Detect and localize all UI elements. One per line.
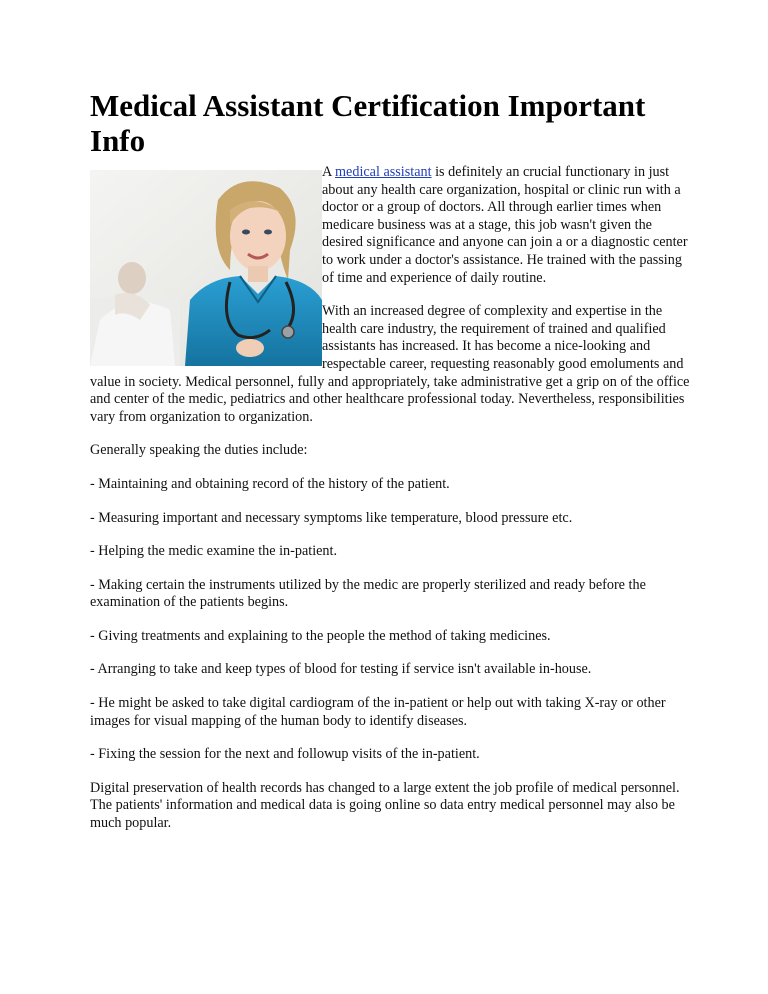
list-item-duty: - Measuring important and necessary symptoms like temperature, blood pressure etc.: [90, 509, 573, 526]
intro-paragraph-2: With an increased degree of complexity and expertise in the health care industry, the requirement of trained and qualified assistants has increased. It has become a nice-looking and respectable career, requesting reasonably good emoluments and value in society. Medical personnel, fully and appropriately, take administrative get a grip on of the office and center of the medic, pediatrics and other healthcare professional today. Nevertheless, responsibilities vary from organization to organization.: [90, 303, 690, 425]
list-item-duty: - He might be asked to take digital cardiogram of the in-patient or help out with taking X-ray or other images for visual mapping of the human body to identify diseases.: [90, 695, 666, 729]
nurse-illustration: [90, 170, 322, 366]
paragraph-duties-intro: Generally speaking the duties include:: [90, 442, 308, 459]
intro-text-rest: is definitely an crucial functionary in just about any health care organization, hospital or clinic run with a doctor or a group of doctors. All through earlier times when medicare business was at a stage, this job wasn't given the desired significance and anyone can join a or a diagnostic center to work under a doctor's assistance. He trained with the passing of time and experience of daily routine.: [322, 164, 688, 286]
medical-assistant-link[interactable]: medical assistant: [335, 164, 432, 180]
nurse-photo: [90, 170, 322, 366]
intro-section: [90, 164, 690, 426]
list-item-duty: - Helping the medic examine the in-patient.: [90, 543, 338, 560]
paragraph-conclusion: Digital preservation of health records has changed to a large extent the job profile of medical personnel. The patients' information and medical data is going online so data entry medical personnel may also be much popular.: [90, 779, 680, 832]
list-item-duty: - Arranging to take and keep types of blood for testing if service isn't available in-house.: [90, 661, 592, 678]
list-item-duty: - Making certain the instruments utilized by the medic are properly sterilized and ready before the examination of the patients begins.: [90, 576, 646, 611]
page-title: Medical Assistant Certification Important Info: [90, 88, 646, 158]
list-item-duty: - Fixing the session for the next and followup visits of the in-patient.: [90, 746, 480, 763]
list-item-duty: - Giving treatments and explaining to the people the method of taking medicines.: [90, 627, 551, 644]
intro-text-prefix: A: [322, 164, 336, 180]
article: [90, 88, 690, 833]
list-item-duty: - Maintaining and obtaining record of the history of the patient.: [90, 475, 450, 492]
